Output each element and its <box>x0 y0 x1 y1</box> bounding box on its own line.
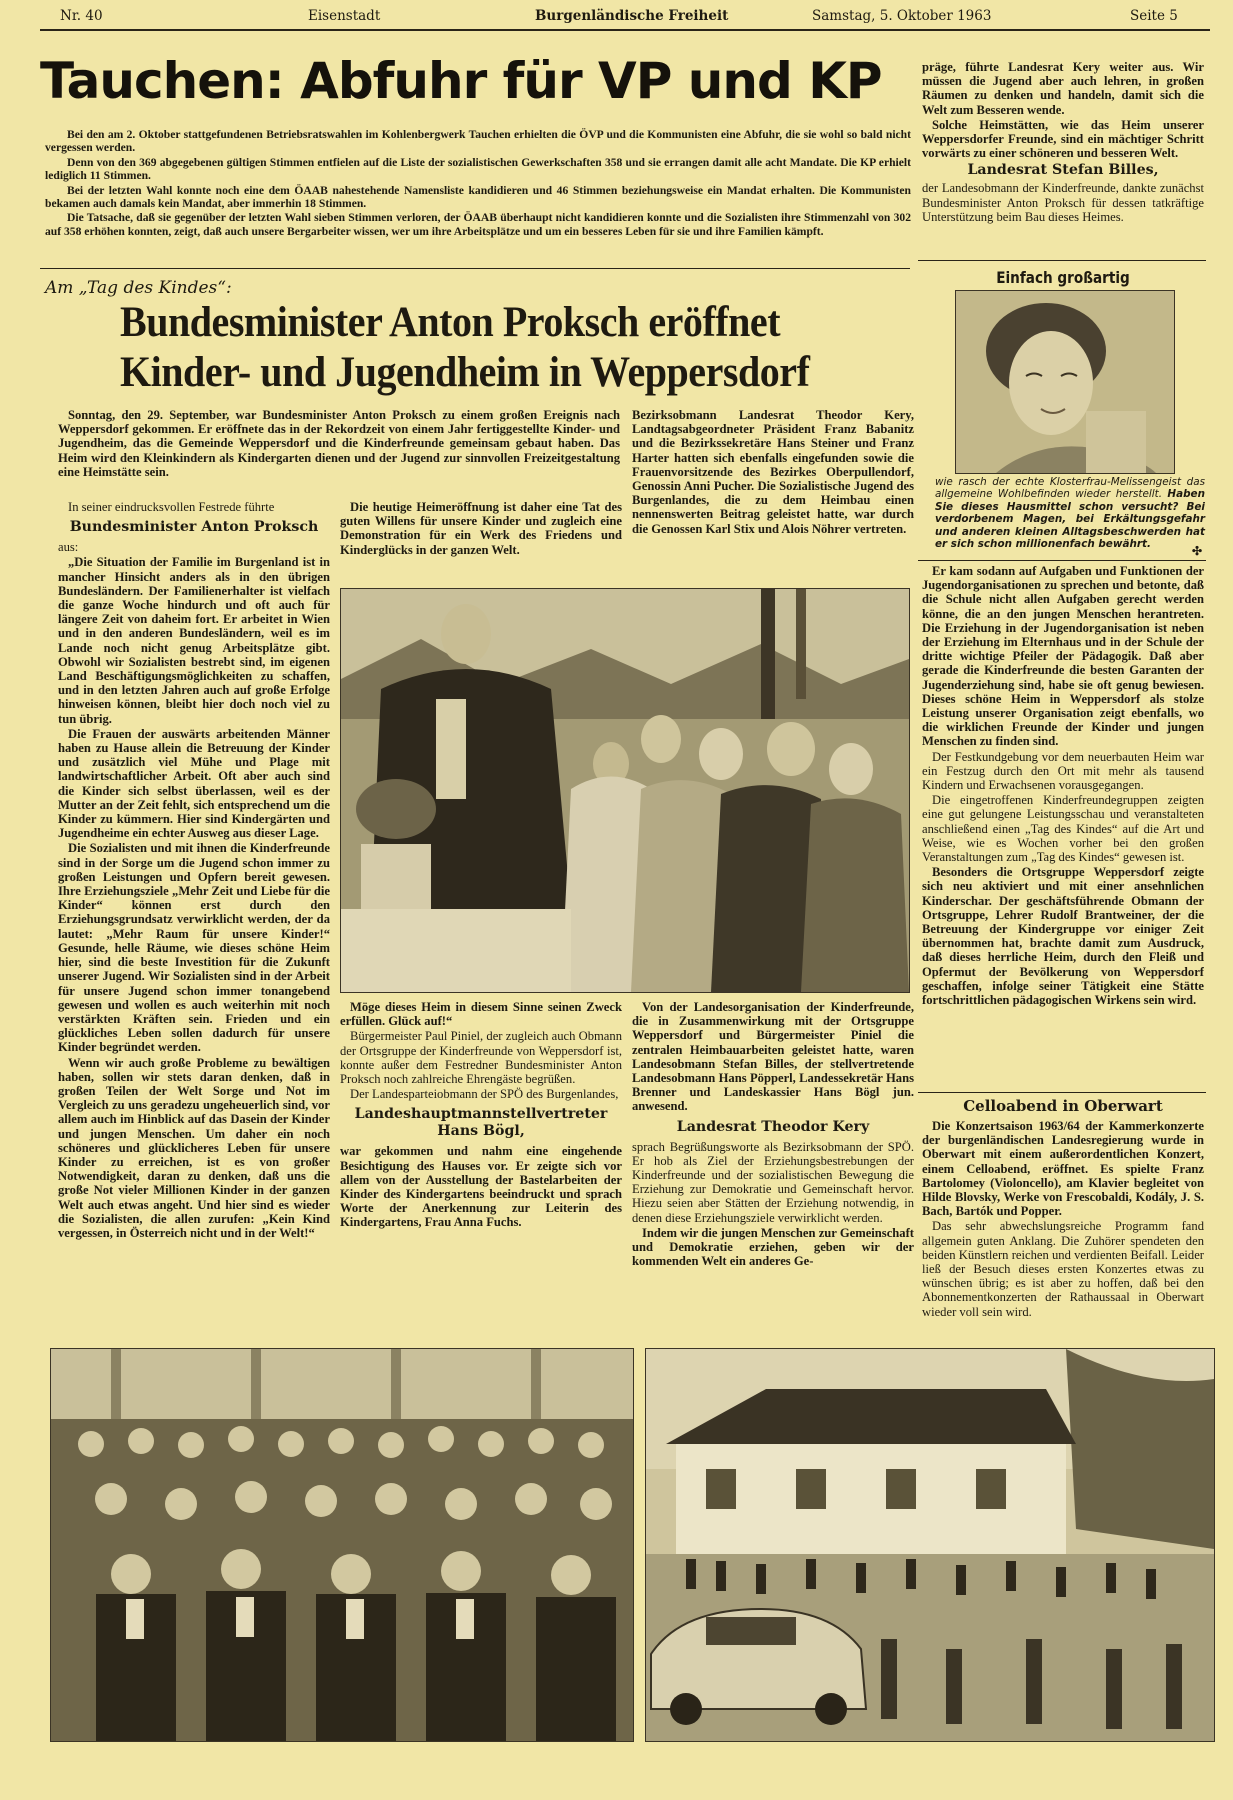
photo-building-image <box>646 1349 1214 1741</box>
column-4 <box>922 564 1204 1094</box>
issue-date: Samstag, 5. Oktober 1963 <box>812 8 992 24</box>
col2-paragraph: war gekommen und nahm eine eingehende Besichtigung des Hauses vor. Er zeigte sich vor allem von der Ausstellung der Bastelarbeiten der Kinder des Kindergartens beeindruckt und sprach Worte der Anerkennung zur Leiterin des Kindergartens, Frau Anna Fuchs. <box>340 1144 622 1230</box>
tauchen-paragraph: Bei den am 2. Oktober stattgefundenen Betriebsratswahlen im Kohlenbergwerk Tauchen erhielten die ÖVP und die Kommunisten eine Abfuhr, die sie wohl so bald nicht vergessen werden. <box>45 128 911 155</box>
col1-paragraph: In seiner eindrucksvollen Festrede führte <box>68 500 275 514</box>
subhead-anton-proksch: Bundesminister Anton Proksch <box>69 519 319 536</box>
page-number-left: Nr. 40 <box>60 8 103 24</box>
col2-paragraph: Bürgermeister Paul Piniel, der zugleich auch Obmann der Ortsgruppe der Kinderfreunde von Weppersdorf ist, konnte außer dem Festredner Bundesminister Anton Proksch noch zahlreiche Ehrengäste begrüßen. <box>340 1029 622 1087</box>
divider <box>918 560 1206 561</box>
tauchen-article <box>45 128 911 264</box>
col3-paragraph: Indem wir die jungen Menschen zur Gemeinschaft und Demokratie erziehen, geben wir der kommenden Welt ein anderes Ge- <box>632 1225 914 1269</box>
col1-paragraph: Die Frauen der auswärts arbeitenden Männer haben zu Hause allein die Betreuung der Kinder und zusätzlich viel Mühe und Plage mit landwirtschaftlicher Arbeit. Oft aber auch sind die Kinder sich selbst überlassen, weil es der Mutter an der Zeit fehlt, sich entsprechend um die Kinder zu kümmern. Hier sind Kindergärten und Jugendheime ein echter Ausweg aus dieser Lage. <box>58 726 330 841</box>
cello-headline: Celloabend in Oberwart <box>963 1098 1163 1115</box>
ad-portrait-photo <box>955 290 1175 474</box>
photo-audience-image <box>51 1349 633 1741</box>
main-kicker: Am „Tag des Kindes“: <box>45 278 232 298</box>
photo-minister-image <box>341 589 909 992</box>
photo-new-building <box>645 1348 1215 1742</box>
col4-paragraph: Der Festkundgebung vor dem neuerbauten Heim war ein Festzug durch den Ort mit mehr als tausend Kindern und Erwachsenen vorausgegangen. <box>922 749 1204 793</box>
subhead-stefan-billes: Landesrat Stefan Billes, <box>967 162 1159 179</box>
main-right-intro <box>632 408 914 564</box>
col3-paragraph: sprach Begrüßungsworte als Bezirksobmann der SPÖ. Er hob als Ziel der Erziehungsbestrebungen der Kinderfreunde und der sozialistischen Bewegung die Erziehung zur Demokratie und Gemeinschaft hervor. Hiezu seien aber Stätten der Erziehung notwendig, in denen diese Erziehungsziele verwirklicht werden. <box>632 1139 914 1225</box>
cello-paragraph: Das sehr abwechslungsreiche Programm fand allgemein guten Anklang. Die Zuhörer spendeten den beiden Künstlern reichen und verdienten Beifall. Leider ließ der Besuch dieses ersten Konzertes etwas zu wünschen übrig; es ist aber zu hoffen, daß bei den Abonnementkonzerten der Rathaussaal in Oberwart wieder voll sein wird. <box>922 1219 1204 1319</box>
subhead-hans-boegl-line2: Hans Bögl, <box>437 1123 525 1140</box>
column-3 <box>632 1000 914 1320</box>
col4-paragraph: Er kam sodann auf Aufgaben und Funktionen der Jugendorganisationen zu sprechen und betonte, daß die Schule nicht allen Aufgaben gerecht werden könne, die an den jungen Menschen herantreten. Die Erziehung in der Jugendorganisation ist neben der Erziehung im Elternhaus und in der Schule der dritte wichtige Pfeiler der Pädagogik. Daß aber gerade die Kinderfreunde die besten Garanten der Jugenderziehung sind, habe sie oft genug bewiesen. Dieses schöne Heim in Weppersdorf als stolze Leistung unserer Organisation zeigt ebenfalls, wo die wirklichen Freunde der Kinder und jungen Menschen zu finden sind. <box>922 564 1204 749</box>
ad-title: Einfach großartig <box>996 268 1130 287</box>
divider <box>40 268 910 269</box>
main-intro <box>58 408 620 500</box>
main-headline <box>120 298 864 398</box>
tauchen-paragraph: Denn von den 369 abgegebenen gültigen Stimmen entfielen auf die Liste der sozialistischen Gewerkschaften 358 und sie errangen damit alle acht Mandate. Die KP erhielt lediglich 11 Stimmen. <box>45 155 911 183</box>
ad-end-mark: ✣ <box>1192 544 1203 558</box>
col2-paragraph: Der Landesparteiobmann der SPÖ des Burgenlandes, <box>350 1087 619 1102</box>
header-rule <box>40 29 1210 31</box>
paper-name: Burgenländische Freiheit <box>535 8 729 24</box>
col3-paragraph: Von der Landesorganisation der Kinderfreunde, die in Zusammenwirkung mit der Ortsgruppe Weppersdorf und Bürgermeister Piniel die zentralen Heimbauarbeiten geleistet hatte, waren Landesobmann Stefan Billes, der stellvertretende Landesobmann Hans Pöpperl, Landessekretär Hans Brenner und Landeskassier Hans Bögl jun. anwesend. <box>632 1000 914 1114</box>
photo-audience <box>50 1348 634 1742</box>
col1-paragraph: Die Sozialisten und mit ihnen die Kinderfreunde sind in der Sorge um die Jugend schon immer zu großen Leistungen und Opfern bereit gewesen. Ihre Erziehungsziele „Mehr Zeit und Liebe für die Kinder“ können erst durch den Erziehungsgrundsatz verwirklicht werden, der da lautet: „Mehr Raum für unsere Kinder!“ Gesunde, helle Räume, wie dieses schöne Heim hier, sind die beste Investition für die Zukunft unserer Jugend. Wir Sozialisten sind in der Arbeit für unsere Jugend schon immer tonangebend gewesen und wollen es auch weiterhin mit noch verstärkten Kräften sein. Frieden und ein glückliches Leben sollen dadurch für unsere Kinder begründet werden. <box>58 841 330 1055</box>
subhead-theodor-kery: Landesrat Theodor Kery <box>676 1118 870 1135</box>
col4-paragraph: Die eingetroffenen Kinderfreundegruppen zeigten eine gut gelungene Leistungsschau und veranstalteten anschließend einen „Tag des Kindes“ auf die Art und Weise, wie es Wochen vorher bei den großen Veranstaltungen zum „Tag des Kindes“ gewesen ist. <box>922 793 1204 865</box>
right-top-paragraph: der Landesobmann der Kinderfreunde, dankte zunächst Bundesminister Anton Proksch für dessen tatkräftige Unterstützung beim Bau dieses Heimes. <box>922 181 1204 224</box>
col1-paragraph: aus: <box>58 540 79 555</box>
col2-paragraph: Möge dieses Heim in diesem Sinne seinen Zweck erfüllen. Glück auf!“ <box>340 1000 622 1029</box>
ad-text <box>935 476 1205 550</box>
col1-paragraph: „Die Situation der Familie im Burgenland ist in mancher Hinsicht anders als in den übrigen Bundesländern. Der Familienerhalter ist vielfach die ganze Woche hindurch und oft auch für längere Zeit von daheim fort. Er arbeitet in Wien und in den anderen Bundesländern, weil es im Lande noch nicht genug Arbeitsplätze gibt. Obwohl wir Sozialisten bestrebt sind, im eigenen Land Beschäftigungsmöglichkeiten zu schaffen, und in den letzten Jahren auch auf große Erfolge hinweisen können, bleibt hier doch noch viel zu tun übrig. <box>58 555 330 726</box>
right-top-paragraph: präge, führte Landesrat Kery weiter aus. Wir müssen die Jugend aber auch lehren, in großen Räumen zu denken und handeln, damit sich die Welt zum Besseren wende. <box>922 60 1204 117</box>
column-1 <box>58 500 330 1332</box>
intro-paragraph: Sonntag, den 29. September, war Bundesminister Anton Proksch zu einem großen Ereignis nach Weppersdorf gekommen. Er eröffnete das in der Rekordzeit von einem Jahr fertiggestellte Kinder- und Jugendheim, das die Gemeinde Weppersdorf und die Kinderfreunde gemeinsam gebaut haben. Das Heim wird den Kleinkindern als Kindergarten dienen und der Jugend zur sinnvollen Freizeitgestaltung eine Heimstätte sein. <box>58 408 620 479</box>
right-top-paragraph: Solche Heimstätten, wie das Heim unserer Weppersdorfer Freunde, sind ein mächtiger Schritt vorwärts zu einer schöneren und besseren Welt. <box>922 117 1204 161</box>
cello-article <box>922 1098 1204 1324</box>
city: Eisenstadt <box>308 8 381 24</box>
column-2 <box>340 1000 622 1320</box>
main-headline-line2: Kinder- und Jugendheim in Weppersdorf <box>120 349 810 396</box>
tauchen-paragraph: Bei der letzten Wahl konnte noch eine dem ÖAAB nahestehende Namensliste kandidieren und 46 Stimmen beziehungsweise ein Mandat erhalten. Die Kommunisten bekamen auch damals kein Mandat, aber immerhin 18 Stimmen. <box>45 183 911 211</box>
right-top-column <box>922 60 1204 270</box>
main-mid-text <box>340 500 622 578</box>
tauchen-paragraph: Die Tatsache, daß sie gegenüber der letzten Wahl sieben Stimmen verloren, der ÖAAB überhaupt nicht kandidieren konnte und die Sozialisten ihre Stimmenzahl von 302 auf 358 erhöhen konnten, zeigt, daß auch unsere Bergarbeiter wissen, wer um ihre Arbeitsplätze und um ein besseres Leben für sie und ihre Familien kämpft. <box>45 211 911 238</box>
right-intro-paragraph: Bezirksobmann Landesrat Theodor Kery, Landtagsabgeordneter Präsident Franz Babanitz und die Bezirkssekretäre Hans Steiner und Franz Harter hatten sich ebenfalls eingefunden sowie die Frauenvorsitzende des Bezirkes Oberpullendorf, Genossin Anni Pucher. Die Sozialistische Jugend des Burgenlandes, die zu dem Heimbau einen nennenswerten Beitrag geleistet hatte, war durch die Genossen Karl Stix und Alois Nöhrer vertreten. <box>632 408 914 536</box>
cello-paragraph: Die Konzertsaison 1963/64 der Kammerkonzerte der burgenländischen Landesregierung wurde in Oberwart mit einem außerordentlichen Konzert, einem Celloabend, eröffnet. Es spielte Franz Bartolomey (Violoncello), am Klavier begleitet von Hilde Blovsky, Werke von Frescobaldi, Kodály, J. S. Bach, Bartók und Popper. <box>922 1119 1204 1219</box>
portrait-photo-image <box>956 291 1174 473</box>
ad-text-bold: Haben Sie dieses Hausmittel schon versucht? Bei verdorbenem Magen, bei Erkältungsgefahr und anderen kleinen Alltagsbeschwerden hat er sich schon millionenfach bewährt. <box>935 488 1205 551</box>
divider <box>918 1092 1206 1093</box>
col1-paragraph: Wenn wir auch große Probleme zu bewältigen haben, sollen wir stets daran denken, daß in großen Teilen der Welt Sorge und Not im Vergleich zu uns geradezu ungeheuerlich sind, vor allem auch im Hinblick auf das Dasein der Kinder und jungen Menschen. Um daher ein noch schöneres und glücklicheres Leben für unsere Kinder zu erreichen, ist es von großer Notwendigkeit, daran zu denken, daß uns die große Not vieler Millionen Kinder in der ganzen Welt auch etwas angeht. Und hier sind es wieder die Sozialisten, die allen zurufen: „Kein Kind vergessen, in Österreich nicht und in der Welt!“ <box>58 1055 330 1240</box>
photo-minister-speech <box>340 588 910 993</box>
main-headline-line1: Bundesminister Anton Proksch eröffnet <box>120 299 781 346</box>
ad-text-normal: wie rasch der echte Klosterfrau-Melissengeist das allgemeine Wohlbefinden wieder herstellt. <box>935 476 1205 501</box>
subhead-hans-boegl <box>340 1106 622 1140</box>
col4-paragraph: Besonders die Ortsgruppe Weppersdorf zeigte sich neu aktiviert und mit einer ansehnlichen Kinderschar. Der geschäftsführende Obmann der Ortsgruppe, Lehrer Rudolf Brantweiner, der die Betreuung der Kindergruppe vor einiger Zeit übernommen hat, brachte damit zum Ausdruck, daß dieses herrliche Heim, durch den Fleiß und Opfermut der Bevölkerung von Weppersdorf geschaffen, infolge seiner Tätigkeit eine Stätte fortschrittlichen pädagogischen Wirkens sein wird. <box>922 865 1204 1008</box>
divider <box>918 260 1206 261</box>
subhead-hans-boegl-line1: Landeshauptmannstellvertreter <box>354 1106 608 1123</box>
mid-paragraph: Die heutige Heimeröffnung ist daher eine Tat des guten Willens für unsere Kinder und zugleich eine Demonstration für ein Werk des Friedens und Kinderglücks in der ganzen Welt. <box>340 500 622 557</box>
page-number-right: Seite 5 <box>1130 8 1178 24</box>
tauchen-headline: Tauchen: Abfuhr für VP und KP <box>40 52 882 110</box>
